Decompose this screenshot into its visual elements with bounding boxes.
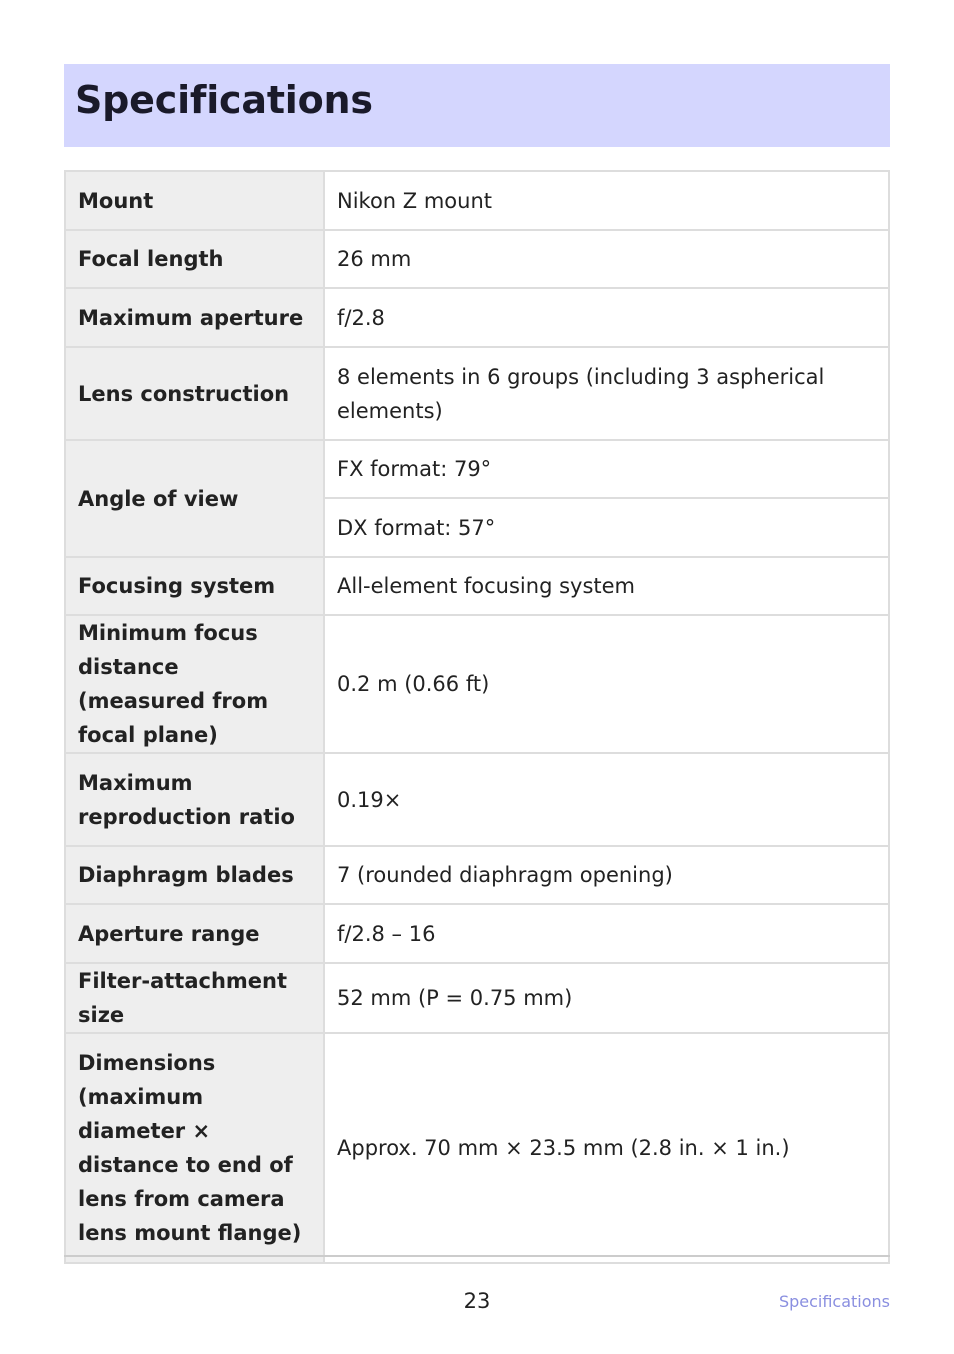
footer-divider <box>64 1255 890 1257</box>
spec-row-max-aperture <box>65 288 889 347</box>
spec-value-dx: DX format: 57° <box>324 498 889 557</box>
spec-label: Mount <box>65 171 324 230</box>
spec-value: f/2.8 – 16 <box>324 904 889 963</box>
spec-row-dimensions <box>65 1033 889 1263</box>
spec-label: Maximum reproduction ratio <box>65 753 324 846</box>
spec-row-max-repro <box>65 753 889 846</box>
spec-value: f/2.8 <box>324 288 889 347</box>
spec-label: Dimensions (maximum diameter × distance to end of lens from camera lens mount flange) <box>65 1033 324 1263</box>
spec-value: 0.19× <box>324 753 889 846</box>
spec-row-focal-length <box>65 230 889 288</box>
spec-label: Maximum aperture <box>65 288 324 347</box>
spec-value-fx: FX format: 79° <box>324 440 889 498</box>
page-title: Specifications <box>75 78 373 122</box>
specifications-table <box>64 170 890 1264</box>
page-title-banner <box>64 64 890 147</box>
spec-value: All-element focusing system <box>324 557 889 615</box>
spec-row-angle-of-view <box>65 440 889 498</box>
spec-row-lens-construction <box>65 347 889 440</box>
spec-value: Nikon Z mount <box>324 171 889 230</box>
spec-label: Focal length <box>65 230 324 288</box>
spec-value: Approx. 70 mm × 23.5 mm (2.8 in. × 1 in.) <box>324 1033 889 1263</box>
spec-value: 7 (rounded diaphragm opening) <box>324 846 889 904</box>
spec-row-filter-size <box>65 963 889 1033</box>
spec-row-aperture-range <box>65 904 889 963</box>
spec-label: Filter-attachment size <box>65 963 324 1033</box>
spec-label: Focusing system <box>65 557 324 615</box>
spec-label: Angle of view <box>65 440 324 557</box>
spec-value: 26 mm <box>324 230 889 288</box>
spec-label: Lens construction <box>65 347 324 440</box>
spec-row-mount <box>65 171 889 230</box>
spec-value: 0.2 m (0.66 ft) <box>324 615 889 753</box>
spec-label: Minimum focus distance (measured from focal plane) <box>65 615 324 753</box>
spec-label: Diaphragm blades <box>65 846 324 904</box>
spec-row-min-focus <box>65 615 889 753</box>
spec-value: 8 elements in 6 groups (including 3 aspherical elements) <box>324 347 889 440</box>
spec-row-diaphragm <box>65 846 889 904</box>
page-number: 23 <box>463 1289 491 1313</box>
spec-value: 52 mm (P = 0.75 mm) <box>324 963 889 1033</box>
section-link[interactable]: Specifications <box>778 1292 890 1311</box>
spec-row-focusing-system <box>65 557 889 615</box>
spec-label: Aperture range <box>65 904 324 963</box>
